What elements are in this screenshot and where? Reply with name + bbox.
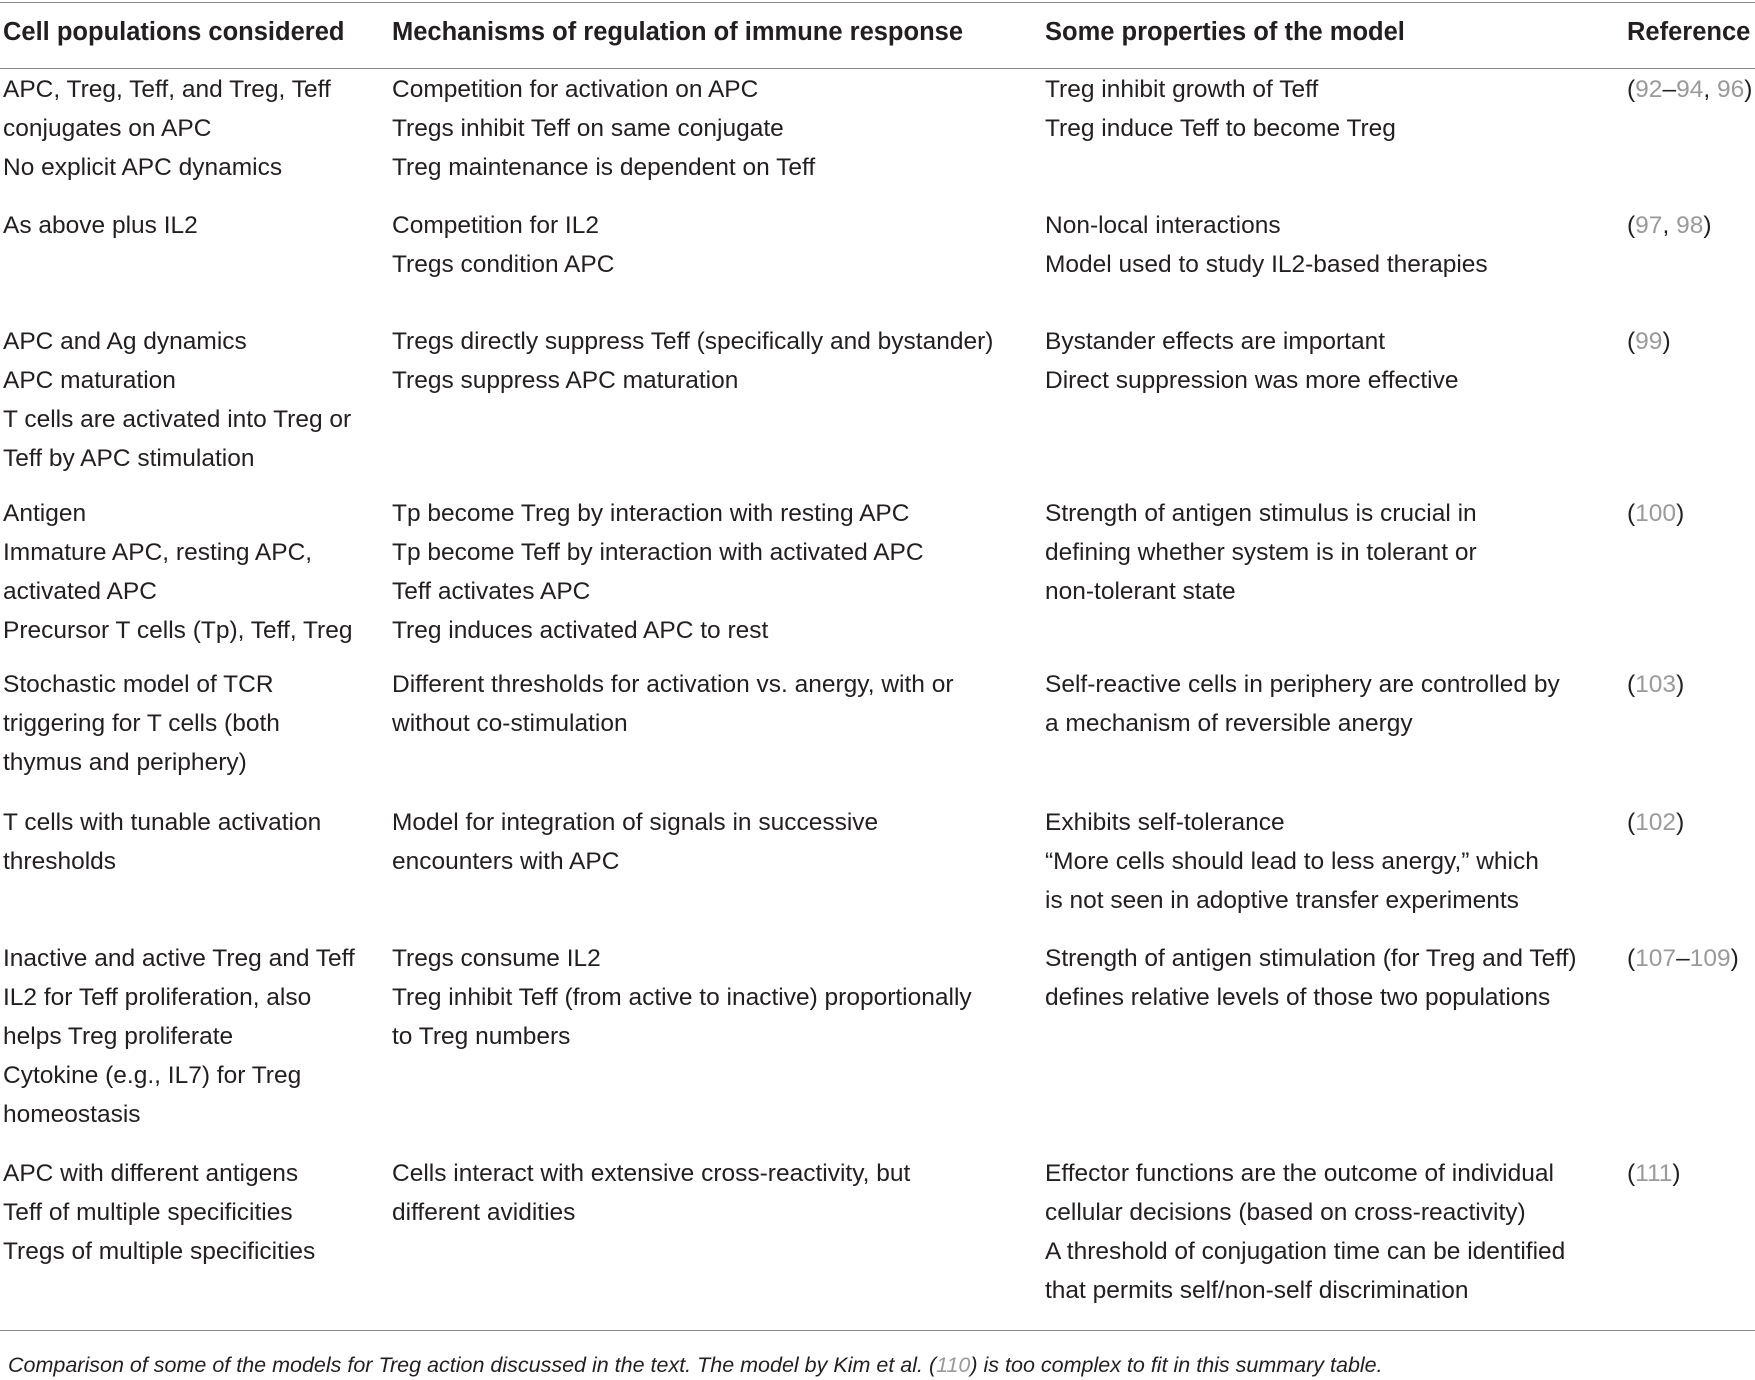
reference-link[interactable]: 102: [1635, 809, 1677, 836]
reference-link[interactable]: 98: [1676, 212, 1704, 239]
cell-line: conjugates on APC: [3, 115, 212, 142]
row-2-reference-cell: [1627, 206, 1755, 245]
cell-line: Bystander effects are important: [1045, 328, 1385, 355]
reference-punctuation: (: [1627, 671, 1636, 698]
reference-punctuation: (: [1627, 809, 1636, 836]
reference-punctuation: ): [1676, 671, 1685, 698]
row-1-properties-cell: [1045, 70, 1605, 148]
row-2-properties-cell: [1045, 206, 1605, 284]
cell-line: Treg induces activated APC to rest: [392, 617, 769, 644]
reference-punctuation: (: [1627, 328, 1636, 355]
reference-punctuation: ): [1662, 328, 1671, 355]
reference-punctuation: ): [1703, 212, 1712, 239]
row-8-populations-cell: [3, 1154, 383, 1271]
cell-line: Tregs of multiple specificities: [3, 1238, 316, 1265]
cell-line: Model used to study IL2-based therapies: [1045, 251, 1488, 278]
cell-line: Antigen: [3, 500, 87, 527]
cell-line: Tregs suppress APC maturation: [392, 367, 739, 394]
cell-line: A threshold of conjugation time can be identified: [1045, 1238, 1566, 1265]
cell-line: Strength of antigen stimulation (for Treg and Teff): [1045, 945, 1577, 972]
row-2-mechanisms-cell: [392, 206, 1032, 284]
reference-line: [1627, 322, 1755, 361]
cell-line: Tregs condition APC: [392, 251, 615, 278]
cell-line: IL2 for Teff proliferation, also: [3, 984, 312, 1011]
cell-line: Tregs consume IL2: [392, 945, 601, 972]
row-6-reference-cell: [1627, 803, 1755, 842]
caption-reference: 110: [936, 1353, 971, 1377]
row-5-mechanisms-cell: [392, 665, 1032, 743]
reference-link[interactable]: 109: [1689, 945, 1731, 972]
reference-punctuation: ): [1744, 76, 1753, 103]
caption-text-after: ) is too complex to fit in this summary table.: [970, 1353, 1383, 1377]
cell-line: APC, Treg, Teff, and Treg, Teff: [3, 76, 331, 103]
row-3-properties-cell: [1045, 322, 1605, 400]
header-rule: [0, 68, 1755, 69]
reference-link[interactable]: 94: [1676, 76, 1704, 103]
row-1-reference-cell: [1627, 70, 1755, 109]
reference-punctuation: ): [1730, 945, 1739, 972]
cell-line: activated APC: [3, 578, 157, 605]
cell-line: Competition for activation on APC: [392, 76, 759, 103]
cell-line: APC with different antigens: [3, 1160, 299, 1187]
row-8-reference-cell: [1627, 1154, 1755, 1193]
cell-line: Stochastic model of TCR: [3, 671, 274, 698]
cell-line: Precursor T cells (Tp), Teff, Treg: [3, 617, 353, 644]
cell-line: Teff of multiple specificities: [3, 1199, 293, 1226]
reference-line: [1627, 1154, 1755, 1193]
cell-line: Different thresholds for activation vs. anergy, with or: [392, 671, 954, 698]
reference-link[interactable]: 103: [1635, 671, 1677, 698]
row-3-reference-cell: [1627, 322, 1755, 361]
reference-punctuation: (: [1627, 76, 1636, 103]
reference-link[interactable]: 92: [1635, 76, 1663, 103]
cell-line: defining whether system is in tolerant or: [1045, 539, 1477, 566]
cell-line: Model for integration of signals in successive: [392, 809, 879, 836]
reference-link[interactable]: 100: [1635, 500, 1677, 527]
header-mechanisms: Mechanisms of regulation of immune response: [392, 18, 964, 46]
reference-line: [1627, 803, 1755, 842]
reference-punctuation: (: [1627, 945, 1636, 972]
cell-line: T cells are activated into Treg or: [3, 406, 352, 433]
cell-line: Effector functions are the outcome of individual: [1045, 1160, 1554, 1187]
bottom-rule: [0, 1330, 1755, 1331]
cell-line: triggering for T cells (both: [3, 710, 280, 737]
row-5-populations-cell: [3, 665, 383, 782]
header-reference: Reference: [1627, 18, 1751, 46]
row-1-populations-cell: [3, 70, 383, 187]
row-6-populations-cell: [3, 803, 383, 881]
cell-line: Direct suppression was more effective: [1045, 367, 1459, 394]
cell-line: encounters with APC: [392, 848, 620, 875]
cell-line: Treg inhibit growth of Teff: [1045, 76, 1319, 103]
cell-line: Treg induce Teff to become Treg: [1045, 115, 1396, 142]
cell-line: cellular decisions (based on cross-reactivity): [1045, 1199, 1526, 1226]
row-7-populations-cell: [3, 939, 383, 1134]
cell-line: that permits self/non-self discrimination: [1045, 1277, 1469, 1304]
row-3-populations-cell: [3, 322, 383, 478]
reference-line: [1627, 494, 1755, 533]
reference-punctuation: ): [1676, 809, 1685, 836]
reference-punctuation: –: [1676, 945, 1690, 972]
cell-line: Teff by APC stimulation: [3, 445, 255, 472]
row-8-properties-cell: [1045, 1154, 1605, 1310]
row-7-mechanisms-cell: [392, 939, 1032, 1056]
row-1-mechanisms-cell: [392, 70, 1032, 187]
cell-line: helps Treg proliferate: [3, 1023, 234, 1050]
row-4-properties-cell: [1045, 494, 1605, 611]
cell-line: Inactive and active Treg and Teff: [3, 945, 355, 972]
reference-punctuation: ,: [1703, 76, 1717, 103]
row-4-mechanisms-cell: [392, 494, 1032, 650]
table-caption: [8, 1350, 1383, 1380]
reference-line: [1627, 206, 1755, 245]
cell-line: APC maturation: [3, 367, 176, 394]
row-7-reference-cell: [1627, 939, 1755, 978]
reference-punctuation: –: [1662, 76, 1677, 103]
reference-link[interactable]: 96: [1716, 76, 1745, 103]
cell-line: thresholds: [3, 848, 117, 875]
reference-link[interactable]: 99: [1635, 328, 1663, 355]
cell-line: a mechanism of reversible anergy: [1045, 710, 1413, 737]
row-8-mechanisms-cell: [392, 1154, 1032, 1232]
cell-line: homeostasis: [3, 1101, 141, 1128]
row-3-mechanisms-cell: [392, 322, 1032, 400]
cell-line: Exhibits self-tolerance: [1045, 809, 1285, 836]
cell-line: non-tolerant state: [1045, 578, 1236, 605]
row-6-properties-cell: [1045, 803, 1605, 920]
cell-line: No explicit APC dynamics: [3, 154, 283, 181]
reference-line: [1627, 70, 1755, 109]
reference-line: [1627, 939, 1755, 978]
row-7-properties-cell: [1045, 939, 1605, 1017]
cell-line: Immature APC, resting APC,: [3, 539, 313, 566]
cell-line: Teff activates APC: [392, 578, 591, 605]
cell-line: is not seen in adoptive transfer experiments: [1045, 887, 1519, 914]
cell-line: Self-reactive cells in periphery are controlled by: [1045, 671, 1560, 698]
reference-line: [1627, 665, 1755, 704]
reference-punctuation: ): [1676, 500, 1685, 527]
cell-line: Treg inhibit Teff (from active to inactive) proportionally: [392, 984, 972, 1011]
cell-line: Tregs directly suppress Teff (specifically and bystander): [392, 328, 994, 355]
cell-line: thymus and periphery): [3, 749, 247, 776]
cell-line: to Treg numbers: [392, 1023, 571, 1050]
top-rule: [0, 2, 1755, 3]
row-5-reference-cell: [1627, 665, 1755, 704]
header-properties: Some properties of the model: [1045, 18, 1405, 46]
row-6-mechanisms-cell: [392, 803, 1032, 881]
caption-text-before: Comparison of some of the models for Treg action discussed in the text. The model by Kim et al. (: [8, 1353, 937, 1377]
cell-line: “More cells should lead to less anergy,” which: [1045, 848, 1539, 875]
cell-line: As above plus IL2: [3, 212, 198, 239]
cell-line: defines relative levels of those two populations: [1045, 984, 1551, 1011]
reference-link[interactable]: 111: [1635, 1160, 1673, 1187]
reference-link[interactable]: 107: [1635, 945, 1677, 972]
cell-line: APC and Ag dynamics: [3, 328, 247, 355]
reference-punctuation: ): [1672, 1160, 1681, 1187]
cell-line: Cytokine (e.g., IL7) for Treg: [3, 1062, 302, 1089]
reference-punctuation: (: [1627, 212, 1636, 239]
cell-line: Cells interact with extensive cross-reactivity, but: [392, 1160, 911, 1187]
row-2-populations-cell: [3, 206, 383, 245]
row-4-populations-cell: [3, 494, 383, 650]
reference-punctuation: ,: [1662, 212, 1677, 239]
reference-link[interactable]: 97: [1635, 212, 1663, 239]
reference-punctuation: (: [1627, 1160, 1636, 1187]
cell-line: Tp become Teff by interaction with activated APC: [392, 539, 924, 566]
cell-line: Tp become Treg by interaction with resting APC: [392, 500, 910, 527]
cell-line: Competition for IL2: [392, 212, 599, 239]
cell-line: Treg maintenance is dependent on Teff: [392, 154, 816, 181]
row-4-reference-cell: [1627, 494, 1755, 533]
header-cell-populations: Cell populations considered: [3, 18, 345, 46]
cell-line: different avidities: [392, 1199, 576, 1226]
cell-line: Non-local interactions: [1045, 212, 1281, 239]
row-5-properties-cell: [1045, 665, 1605, 743]
cell-line: T cells with tunable activation: [3, 809, 322, 836]
cell-line: without co-stimulation: [392, 710, 628, 737]
cell-line: Tregs inhibit Teff on same conjugate: [392, 115, 784, 142]
cell-line: Strength of antigen stimulus is crucial in: [1045, 500, 1477, 527]
reference-punctuation: (: [1627, 500, 1636, 527]
